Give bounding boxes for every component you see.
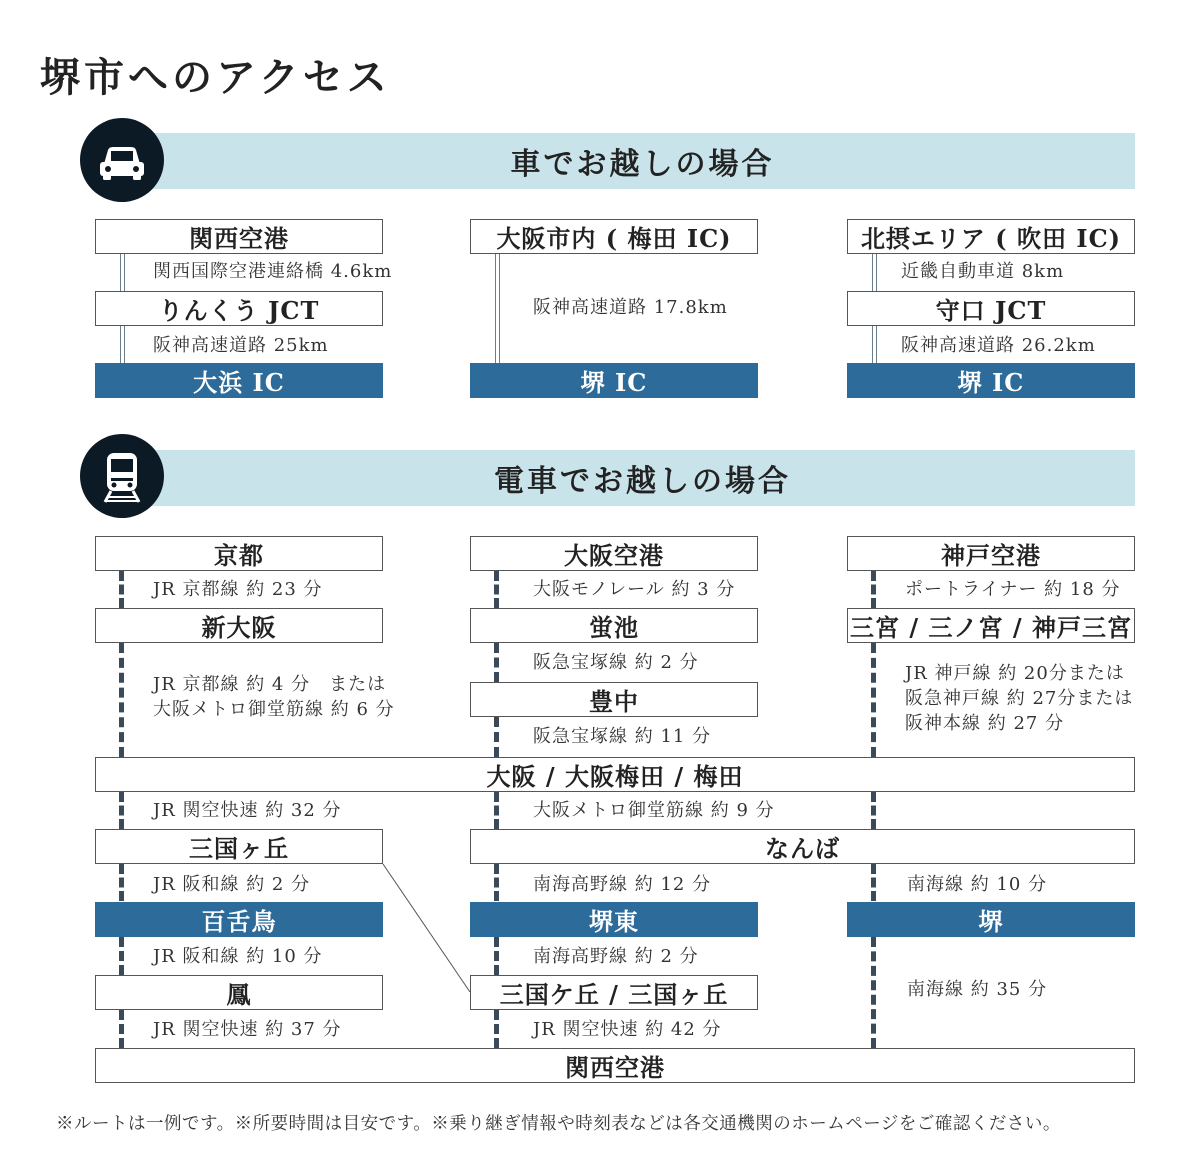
seg-kyoto-shinosaka: JR 京都線 約 23 分 (153, 579, 323, 600)
station-sannomiya: 三宮 / 三ノ宮 / 神戸三宮 (847, 608, 1135, 643)
seg-hotarugaike-toyonaka: 阪急宝塚線 約 2 分 (533, 652, 699, 673)
station-sakai: 堺 (847, 902, 1135, 937)
car-route-3-via: 守口 JCT (847, 291, 1135, 326)
seg-sannomiya-osaka-3: 阪神本線 約 27 分 (905, 713, 1065, 734)
station-kansai-airport: 関西空港 (95, 1048, 1135, 1083)
seg-sannomiya-osaka-1: JR 神戸線 約 20分または (905, 663, 1125, 684)
seg-shinosaka-osaka-1: JR 京都線 約 4 分 または (153, 674, 387, 695)
station-otori: 鳳 (95, 975, 383, 1010)
station-mikunigaoka: 三国ヶ丘 (95, 829, 383, 864)
seg-sannomiya-osaka-2: 阪急神戸線 約 27分または (905, 688, 1134, 709)
seg-namba-sakaihigashi: 南海高野線 約 12 分 (533, 874, 712, 895)
seg-kobe-sannomiya: ポートライナー 約 18 分 (905, 579, 1121, 600)
station-mikunigaoka-nankai: 三国ケ丘 / 三国ヶ丘 (470, 975, 758, 1010)
car-route-1-dest: 大浜 IC (95, 363, 383, 398)
car-route-3-seg2: 阪神高速道路 26.2km (901, 335, 1096, 356)
train-section-heading: 電車でお越しの場合 (494, 464, 791, 499)
car-route-1-origin: 関西空港 (95, 219, 383, 254)
station-namba: なんば (470, 829, 1135, 864)
station-osaka-airport: 大阪空港 (470, 536, 758, 571)
seg-osaka-mikunigaoka: JR 関空快速 約 32 分 (153, 800, 342, 821)
car-route-1-seg2: 阪神高速道路 25km (153, 335, 329, 356)
car-route-2-origin: 大阪市内 ( 梅田 IC) (470, 219, 758, 254)
page-title: 堺市へのアクセス (40, 54, 391, 101)
station-toyonaka: 豊中 (470, 682, 758, 717)
seg-sakaihigashi-mikunigaoka: 南海高野線 約 2 分 (533, 946, 699, 967)
seg-shinosaka-osaka-2: 大阪メトロ御堂筋線 約 6 分 (153, 699, 395, 720)
seg-toyonaka-osaka: 阪急宝塚線 約 11 分 (533, 726, 712, 747)
car-route-2-dest: 堺 IC (470, 363, 758, 398)
seg-sakai-kix: 南海線 約 35 分 (907, 979, 1048, 1000)
station-kobe-airport: 神戸空港 (847, 536, 1135, 571)
car-route-2-seg1: 阪神高速道路 17.8km (533, 297, 728, 318)
car-route-1-via: りんくう JCT (95, 291, 383, 326)
station-hotarugaike: 蛍池 (470, 608, 758, 643)
footnote: ※ルートは一例です。※所要時間は目安です。※乗り継ぎ情報や時刻表などは各交通機関のホームページをご確認ください。 (56, 1114, 1061, 1134)
seg-mikunigaoka-mozu: JR 阪和線 約 2 分 (153, 874, 311, 895)
seg-itami-hotarugaike: 大阪モノレール 約 3 分 (533, 579, 736, 600)
seg-mozu-otori: JR 阪和線 約 10 分 (153, 946, 323, 967)
seg-otori-kix: JR 関空快速 約 37 分 (153, 1019, 342, 1040)
car-route-3-seg1: 近畿自動車道 8km (901, 261, 1065, 282)
car-route-3-dest: 堺 IC (847, 363, 1135, 398)
station-osaka-umeda: 大阪 / 大阪梅田 / 梅田 (95, 757, 1135, 792)
car-route-3-origin: 北摂エリア ( 吹田 IC) (847, 219, 1135, 254)
car-section-heading: 車でお越しの場合 (510, 147, 775, 182)
station-kyoto: 京都 (95, 536, 383, 571)
seg-namba-sakai: 南海線 約 10 分 (907, 874, 1048, 895)
car-route-1-seg1: 関西国際空港連絡橋 4.6km (153, 261, 393, 282)
seg-mikunigaoka-kix: JR 関空快速 約 42 分 (533, 1019, 722, 1040)
station-sakaihigashi: 堺東 (470, 902, 758, 937)
seg-osaka-namba: 大阪メトロ御堂筋線 約 9 分 (533, 800, 775, 821)
station-shin-osaka: 新大阪 (95, 608, 383, 643)
station-mozu: 百舌鳥 (95, 902, 383, 937)
